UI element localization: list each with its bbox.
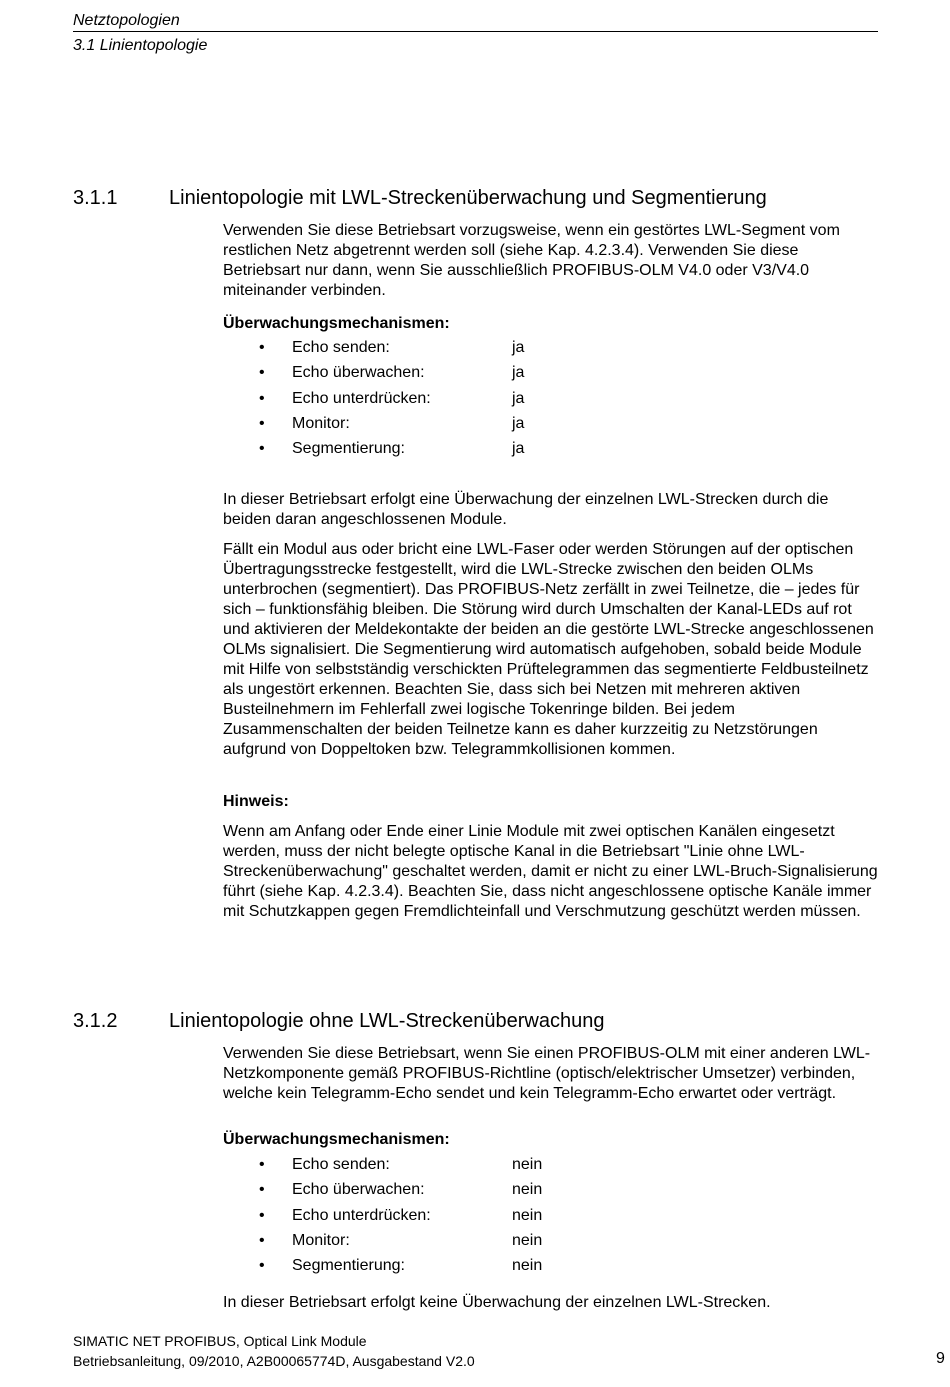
mechanism-value: ja [512,364,525,382]
mechanism-value: nein [512,1181,543,1199]
list-item [223,1152,623,1177]
section-intro [223,1044,878,1104]
list-item [223,335,623,360]
section-number: 3.1.1 [73,187,118,209]
list-item [223,360,623,385]
page-number: 9 [936,1350,945,1367]
mechanisms-heading: Überwachungsmechanismen: [223,315,450,332]
list-item [223,411,623,436]
list-item [223,1253,623,1278]
section-title: Linientopologie mit LWL-Streckenüberwachung und Segmentierung [169,187,767,209]
bullet-icon: • [259,1257,265,1275]
bullet-icon: • [259,1231,265,1249]
section-intro [223,221,878,301]
mechanism-value: nein [512,1206,543,1224]
page-footer [73,1331,475,1371]
mechanisms-list [223,335,623,461]
footer-product: SIMATIC NET PROFIBUS, Optical Link Module [73,1333,367,1349]
segmentation-paragraph [223,540,878,760]
list-item [223,1177,623,1202]
mechanism-label: Segmentierung: [292,1257,405,1275]
intro-paragraph: Verwenden Sie diese Betriebsart vorzugsweise, wenn ein gestörtes LWL-Segment vom restlichen Netz abgetrennt werden soll (siehe Kap. 4.2.3.4). Verwenden Sie diese Betriebsart nur dann, wenn Sie ausschließlich PROFIBUS-OLM V4.0 oder V3/V4.0 miteinander verbinden. [223,222,840,299]
bullet-icon: • [259,339,265,356]
bullet-icon: • [259,1181,265,1199]
header-chapter: Netztopologien [73,12,180,29]
mechanism-value: ja [512,389,525,407]
mechanism-label: Segmentierung: [292,440,405,458]
bullet-icon: • [259,1156,265,1173]
list-item [223,386,623,411]
running-header [73,8,878,58]
body-paragraph: In dieser Betriebsart erfolgt eine Überwachung der einzelnen LWL-Strecken durch die beiden daran angeschlossenen Module. [223,491,829,528]
mechanism-value: nein [512,1257,543,1275]
mechanism-label: Echo unterdrücken: [292,389,431,407]
header-divider [73,31,878,32]
footer-document-info: Betriebsanleitung, 09/2010, A2B00065774D, Ausgabestand V2.0 [73,1353,475,1369]
bullet-icon: • [259,389,265,407]
bullet-icon: • [259,364,265,382]
mechanism-label: Monitor: [292,1231,350,1249]
bullet-icon: • [259,1206,265,1224]
mechanism-label: Echo senden: [292,339,390,356]
mechanisms-heading: Überwachungsmechanismen: [223,1131,450,1148]
intro-paragraph: Verwenden Sie diese Betriebsart, wenn Sie einen PROFIBUS-OLM mit einer anderen LWL-Netzkomponente gemäß PROFIBUS-Richtline (optisch/elektrischer Umsetzer) verbinden, welche kein Telegramm-Echo sendet und kein Telegramm-Echo erwartet oder verträgt. [223,1045,871,1102]
section-title: Linientopologie ohne LWL-Streckenüberwachung [169,1010,605,1032]
note-paragraph: Wenn am Anfang oder Ende einer Linie Module mit zwei optischen Kanälen eingesetzt werden, muss der nicht belegte optische Kanal in die Betriebsart "Linie ohne LWL-Streckenüberwachung" geschaltet werden, damit er nicht zu einer LWL-Bruch-Signalisierung führt (siehe Kap. 4.2.3.4). Beachten Sie, dass nicht angeschlossene optische Kanäle immer mit Schutzkappen gegen Fremdlichteinfall und Verschmutzung geschützt werden müssen. [223,823,878,920]
bullet-icon: • [259,440,265,458]
mechanism-value: nein [512,1156,543,1173]
list-item [223,1228,623,1253]
mechanism-label: Echo überwachen: [292,364,425,382]
mechanism-value: ja [512,339,525,356]
monitoring-paragraph [223,490,878,530]
note-heading: Hinweis: [223,793,289,810]
mechanisms-list [223,1152,623,1278]
mechanism-value: nein [512,1231,543,1249]
header-section: 3.1 Linientopologie [73,37,208,54]
mechanism-label: Echo überwachen: [292,1181,425,1199]
section-number: 3.1.2 [73,1010,118,1032]
bullet-icon: • [259,414,265,432]
note-text [223,822,878,922]
no-monitoring-paragraph [223,1293,878,1313]
list-item [223,436,623,461]
mechanism-label: Echo unterdrücken: [292,1206,431,1224]
body-paragraph: In dieser Betriebsart erfolgt keine Überwachung der einzelnen LWL-Strecken. [223,1294,771,1311]
list-item [223,1203,623,1228]
mechanism-value: ja [512,414,525,432]
mechanism-label: Echo senden: [292,1156,390,1173]
mechanism-value: ja [512,440,525,458]
body-paragraph: Fällt ein Modul aus oder bricht eine LWL-Faser oder werden Störungen auf der optischen Übertragungsstrecke festgestellt, wird die LWL-Strecke zwischen den beiden OLMs unterbrochen (segmentiert). Das PROFIBUS-Netz zerfällt in zwei Teilnetze, die – jedes für sich – funktionsfähig bleiben. Die Störung wird durch Umschalten der Kanal-LEDs auf rot und aktivieren der Meldekontakte der beiden an die gestörte LWL-Strecke angeschlossenen OLMs signalisiert. Die Segmentierung wird automatisch aufgehoben, sobald beide Module mit Hilfe von selbstständig verschickten Prüftelegrammen das segmentierte Feldbusteilnetz als ungestört erkennen. Beachten Sie, dass sich bei Netzen mit mehreren aktiven Busteilnehmern im Fehlerfall zwei logische Tokenringe bilden. Bei jedem Zusammenschalten der beiden Teilnetze kann es daher kurzzeitig zu Netzstörungen aufgrund von Doppeltoken bzw. Telegrammkollisionen kommen. [223,541,874,758]
mechanism-label: Monitor: [292,414,350,432]
